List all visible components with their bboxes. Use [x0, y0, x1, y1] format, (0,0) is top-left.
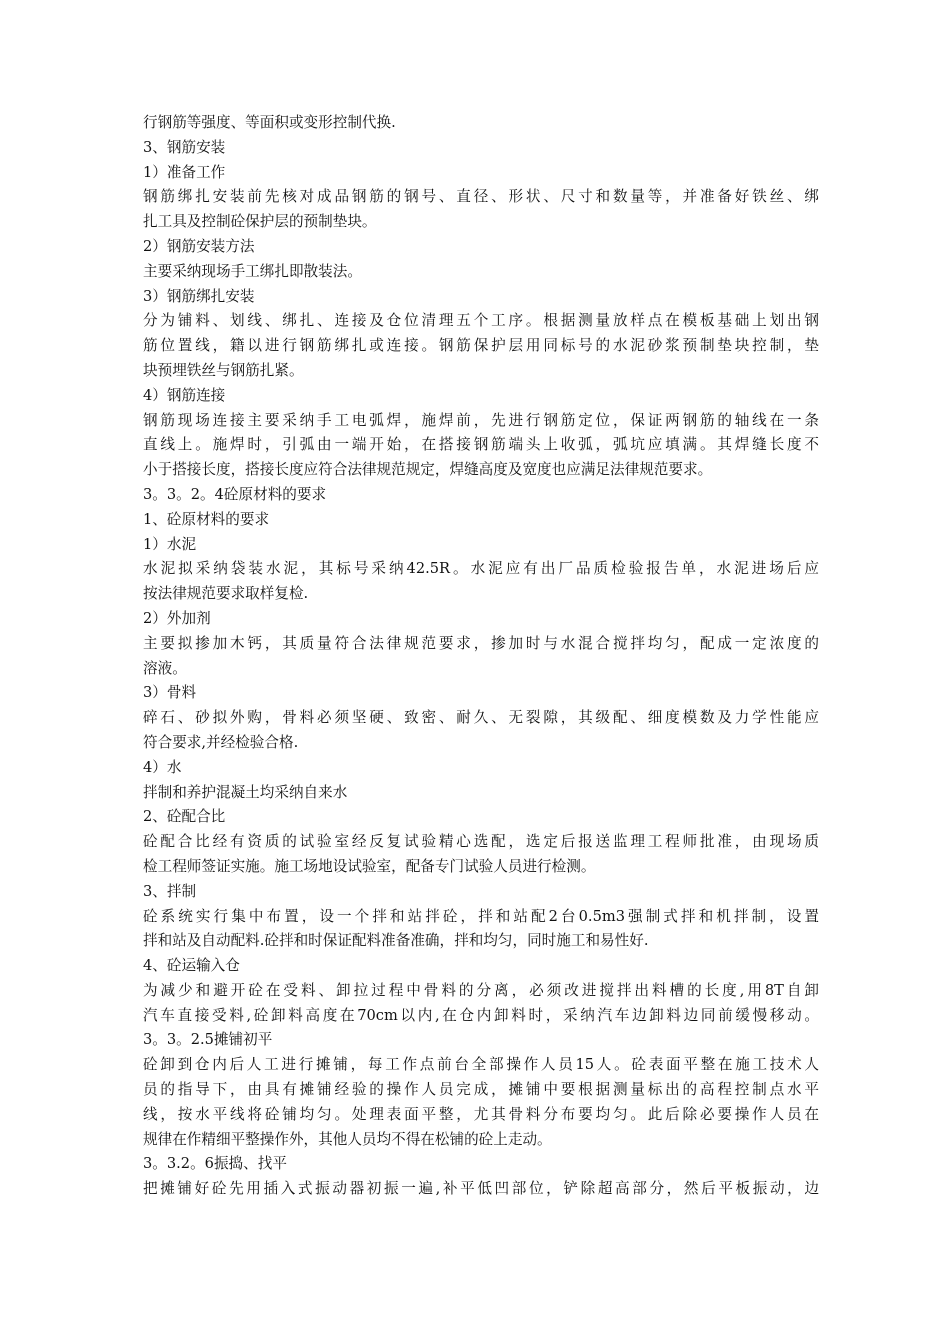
text-line: 拌和站及自动配料.砼拌和时保证配料准备准确，拌和均匀，同时施工和易性好. — [143, 932, 649, 950]
text-line: 1）水泥 — [143, 535, 197, 553]
text-line: 溶液。 — [143, 659, 187, 677]
text-line: 小于搭接长度，搭接长度应符合法律规范规定，焊缝高度及宽度也应满足法律规范要求。 — [143, 461, 713, 479]
text-line: 钢筋绑扎安装前先核对成品钢筋的钢号、直径、形状、尺寸和数量等，并准备好铁丝、绑 — [143, 188, 819, 206]
text-line: 把摊铺好砼先用插入式振动器初振一遍,补平低凹部位，铲除超高部分，然后平板振动，边 — [143, 1180, 819, 1198]
text-line: 行钢筋等强度、等面积或变形控制代换. — [143, 114, 396, 131]
text-line: 碎石、砂拟外购，骨料必须坚硬、致密、耐久、无裂隙，其级配、细度模数及力学性能应 — [143, 709, 819, 727]
text-line: 检工程师签证实施。施工场地设试验室，配备专门试验人员进行检测。 — [143, 857, 596, 875]
text-line: 1、砼原材料的要求 — [143, 510, 270, 528]
text-line: 3、拌制 — [143, 882, 197, 900]
text-line: 4）水 — [143, 758, 182, 776]
text-line: 为减少和避开砼在受料、卸拉过程中骨料的分离，必须改进搅拌出料槽的长度,用8T自卸 — [143, 981, 819, 999]
text-line: 3。3。2.5摊铺初平 — [143, 1031, 273, 1049]
text-line: 3。3。2。4砼原材料的要求 — [143, 485, 327, 503]
text-line: 砼配合比经有资质的试验室经反复试验精心选配，选定后报送监理工程师批准，由现场质 — [143, 833, 819, 851]
text-line: 2）钢筋安装方法 — [143, 237, 255, 255]
document-page — [143, 111, 819, 1202]
text-line: 分为铺料、划线、绑扎、连接及仓位清理五个工序。根据测量放样点在模板基础上划出钢 — [143, 312, 819, 330]
text-line: 员的指导下，由具有摊铺经验的操作人员完成，摊铺中要根据测量标出的高程控制点水平 — [143, 1081, 819, 1099]
text-line: 扎工具及控制砼保护层的预制垫块。 — [143, 213, 377, 231]
text-line: 4、砼运输入仓 — [143, 957, 240, 975]
text-line: 水泥拟采纳袋装水泥，其标号采纳42.5R。水泥应有出厂品质检验报告单，水泥进场后应 — [143, 560, 819, 578]
text-line: 规律在作精细平整操作外，其他人员均不得在松铺的砼上走动。 — [143, 1130, 552, 1148]
text-line: 2）外加剂 — [143, 609, 211, 627]
text-line: 按法律规范要求取样复检. — [143, 585, 309, 603]
text-line: 直线上。施焊时，引弧由一端开始，在搭接钢筋端头上收弧，弧坑应填满。其焊缝长度不 — [143, 436, 819, 454]
text-line: 砼系统实行集中布置，设一个拌和站拌砼，拌和站配2台0.5m3强制式拌和机拌制，设置 — [143, 907, 819, 925]
text-line: 3）钢筋绑扎安装 — [143, 287, 255, 305]
text-line: 拌制和养护混凝土均采纳自来水 — [143, 783, 348, 801]
text-line: 1）准备工作 — [143, 163, 226, 181]
text-line: 3、钢筋安装 — [143, 138, 226, 156]
text-line: 2、砼配合比 — [143, 808, 226, 826]
text-line: 块预埋铁丝与钢筋扎紧。 — [143, 361, 304, 379]
text-line: 4）钢筋连接 — [143, 386, 226, 404]
text-line: 主要拟掺加木钙，其质量符合法律规范要求，掺加时与水混合搅拌均匀，配成一定浓度的 — [143, 634, 819, 652]
text-line: 符合要求,并经检验合格. — [143, 733, 299, 751]
text-line: 3。3.2。6振捣、找平 — [143, 1155, 287, 1173]
text-line: 线，按水平线将砼铺均匀。处理表面平整，尤其骨料分布要均匀。此后除必要操作人员在 — [143, 1105, 819, 1123]
text-line: 砼卸到仓内后人工进行摊铺，每工作点前台全部操作人员15人。砼表面平整在施工技术人 — [143, 1056, 819, 1074]
text-line: 汽车直接受料,砼卸料高度在70cm以内,在仓内卸料时，采纳汽车边卸料边同前缓慢移动。 — [143, 1006, 819, 1024]
text-line: 3）骨料 — [143, 684, 197, 702]
text-line: 主要采纳现场手工绑扎即散装法。 — [143, 262, 362, 280]
text-line: 钢筋现场连接主要采纳手工电弧焊，施焊前，先进行钢筋定位，保证两钢筋的轴线在一条 — [143, 411, 819, 429]
text-line: 筋位置线，籍以进行钢筋绑扎或连接。钢筋保护层用同标号的水泥砂浆预制垫块控制，垫 — [143, 337, 819, 355]
